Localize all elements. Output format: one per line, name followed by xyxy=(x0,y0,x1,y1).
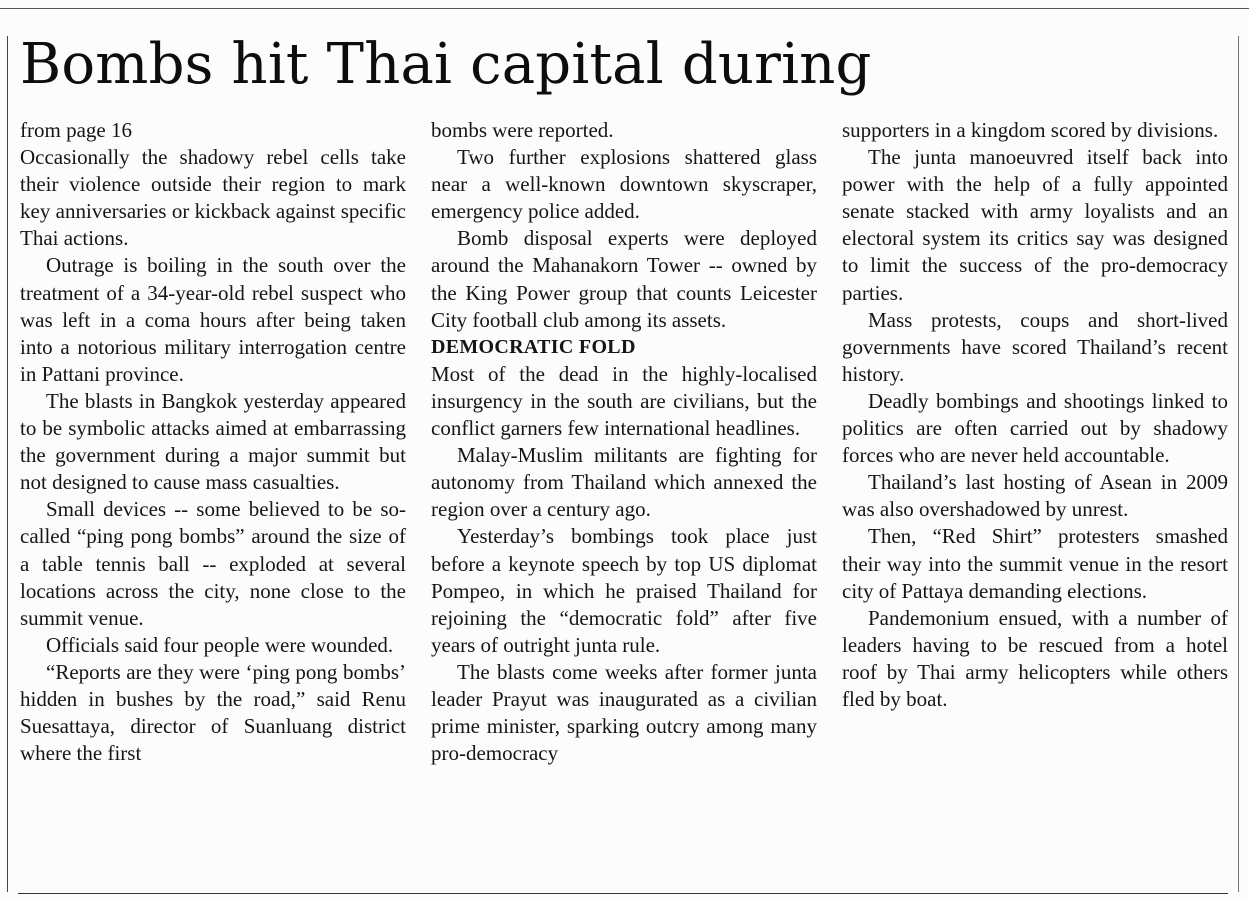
article-paragraph: The blasts in Bangkok yesterday appeared to be symbolic attacks aimed at embarrassing the government during a major summit but not designed to cause mass casualties. xyxy=(20,388,406,495)
article-paragraph: “Reports are they were ‘ping pong bombs’ hidden in bushes by the road,” said Renu Suesattaya, director of Suanluang district where the first xyxy=(20,659,406,766)
article-paragraph: supporters in a kingdom scored by divisions. xyxy=(842,118,1219,142)
top-border-rule xyxy=(0,8,1249,9)
bottom-border-rule xyxy=(18,893,1228,894)
article-column-3 xyxy=(842,117,1228,887)
article-paragraph: bombs were reported. xyxy=(431,118,614,142)
article-paragraph: Deadly bombings and shootings linked to politics are often carried out by shadowy forces who are never held accountable. xyxy=(842,388,1228,468)
article-paragraph: Then, “Red Shirt” protesters smashed their way into the summit venue in the resort city of Pattaya demanding elections. xyxy=(842,524,1228,603)
article-paragraph: from page 16 xyxy=(20,118,132,142)
article-paragraph: Outrage is boiling in the south over the treatment of a 34-year-old rebel suspect who was left in a coma hours after being taken into a notorious military interrogation centre in Pattani province. xyxy=(20,253,406,386)
article-paragraph: Small devices -- some believed to be so-called “ping pong bombs” around the size of a table tennis ball -- exploded at several locations across the city, none close to the summit venue. xyxy=(20,497,406,630)
article-paragraph: Most of the dead in the highly-localised insurgency in the south are civilians, but the conflict garners few international headlines. xyxy=(431,361,817,441)
article-paragraph: Malay-Muslim militants are fighting for autonomy from Thailand which annexed the region over a century ago. xyxy=(431,443,817,522)
article-paragraph: Occasionally the shadowy rebel cells take their violence outside their region to mark key anniversaries or kickback against specific Thai actions. xyxy=(20,145,406,251)
article-paragraph: Officials said four people were wounded. xyxy=(46,632,394,657)
article-paragraph: Thailand’s last hosting of Asean in 2009 was also overshadowed by unrest. xyxy=(842,470,1228,522)
left-border-rule xyxy=(7,36,8,892)
article-paragraph: Pandemonium ensued, with a number of leaders having to be rescued from a hotel roof by Thai army helicopters while others fled by boat. xyxy=(842,605,1228,711)
article-paragraph: The junta manoeuvred itself back into power with the help of a fully appointed senate stacked with army loyalists and an electoral system its critics say was designed to limit the success of the pro-democracy parties. xyxy=(842,145,1228,305)
article-paragraph: Bomb disposal experts were deployed around the Mahanakorn Tower -- owned by the King Power group that counts Leicester City football club among its assets. xyxy=(431,226,817,332)
section-subheading: DEMOCRATIC FOLD xyxy=(431,335,636,358)
article-paragraph: Mass protests, coups and short-lived governments have scored Thailand’s recent history. xyxy=(842,307,1228,386)
article-paragraph: The blasts come weeks after former junta leader Prayut was inaugurated as a civilian prime minister, sparking outcry among many pro-democracy xyxy=(431,659,817,766)
article-column-1 xyxy=(20,117,406,887)
right-border-rule xyxy=(1238,36,1239,892)
article-column-2 xyxy=(431,117,817,887)
article-paragraph: Yesterday’s bombings took place just before a keynote speech by top US diplomat Pompeo, in which he praised Thailand for rejoining the “democratic fold” after five years of outright junta rule. xyxy=(431,524,817,657)
article-headline: Bombs hit Thai capital during xyxy=(20,32,872,97)
article-paragraph: Two further explosions shattered glass near a well-known downtown skyscraper, emergency police added. xyxy=(431,145,817,224)
